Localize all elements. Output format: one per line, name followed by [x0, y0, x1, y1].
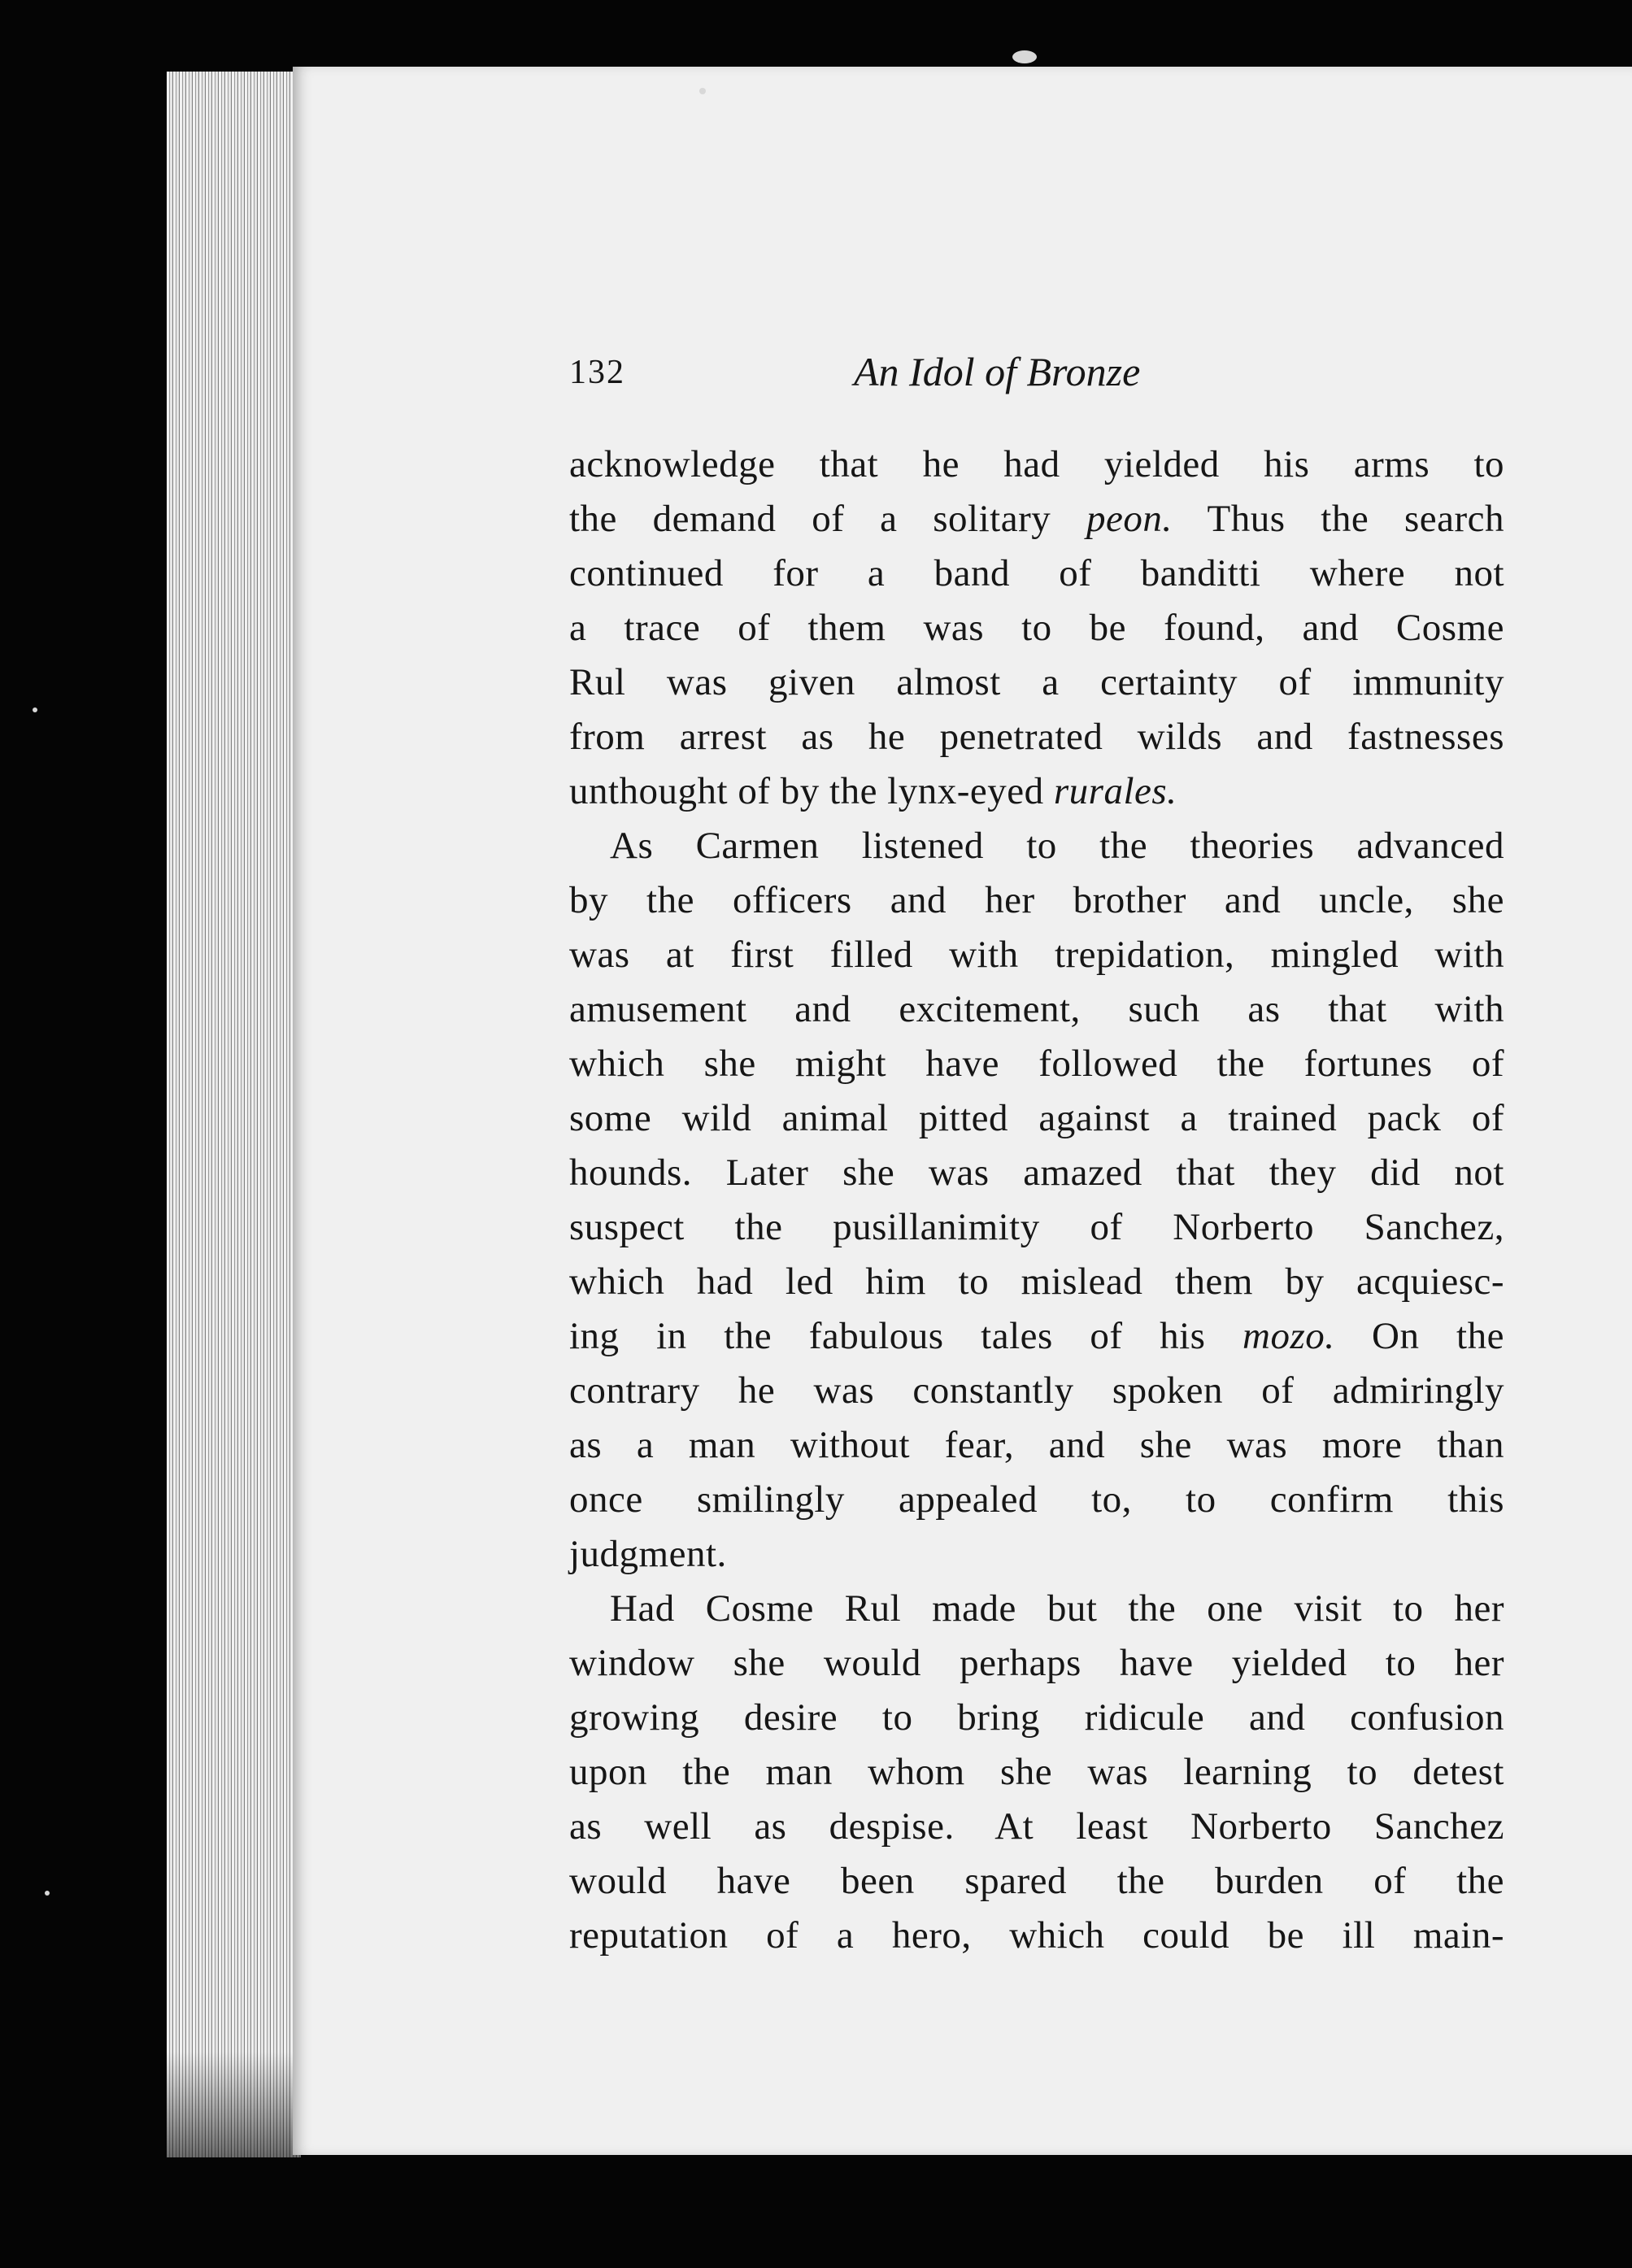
- text-line: the demand of a solitary peon. Thus the search: [569, 498, 1504, 540]
- text-line: by the officers and her brother and uncle, she: [569, 879, 1504, 921]
- text-line: acknowledge that he had yielded his arms to: [569, 443, 1504, 485]
- text-line: unthought of by the lynx-eyed rurales.: [569, 770, 1177, 812]
- text-line: As Carmen listened to the theories advanced: [610, 825, 1504, 867]
- body-text: [569, 437, 1504, 1963]
- page-edges: [167, 72, 301, 2157]
- text-line: some wild animal pitted against a trained pack of: [569, 1097, 1504, 1139]
- text-line: ing in the fabulous tales of his mozo. On the: [569, 1315, 1504, 1357]
- text-line: which had led him to mislead them by acquiesc-: [569, 1260, 1504, 1303]
- text-line: judgment.: [569, 1533, 727, 1575]
- running-title: An Idol of Bronze: [854, 349, 1141, 394]
- page-header: [569, 348, 1301, 405]
- scan-speck: [1012, 50, 1037, 63]
- text-line: from arrest as he penetrated wilds and fastnesses: [569, 716, 1504, 758]
- text-line: was at first filled with trepidation, mingled with: [569, 934, 1504, 976]
- text-line: upon the man whom she was learning to detest: [569, 1751, 1504, 1793]
- text-line: contrary he was constantly spoken of admiringly: [569, 1369, 1504, 1412]
- italic-word: peon.: [1086, 498, 1173, 540]
- scan-speck: [45, 1891, 50, 1896]
- text-line: would have been spared the burden of the: [569, 1860, 1504, 1902]
- text-line: amusement and excitement, such as that with: [569, 988, 1504, 1030]
- scan-speck: [33, 707, 37, 712]
- text-line: as a man without fear, and she was more than: [569, 1424, 1504, 1466]
- text-line: a trace of them was to be found, and Cosme: [569, 607, 1504, 649]
- text-line: growing desire to bring ridicule and confusion: [569, 1696, 1504, 1739]
- italic-word: mozo.: [1242, 1315, 1335, 1357]
- text-line: reputation of a hero, which could be ill main-: [569, 1914, 1504, 1957]
- text-line: Had Cosme Rul made but the one visit to her: [610, 1587, 1504, 1630]
- text-line: suspect the pusillanimity of Norberto Sanchez,: [569, 1206, 1504, 1248]
- scan-speck: [699, 88, 706, 94]
- page-number: 132: [569, 354, 625, 391]
- text-line: once smilingly appealed to, to confirm this: [569, 1478, 1504, 1521]
- text-line: as well as despise. At least Norberto Sanchez: [569, 1805, 1504, 1848]
- italic-word: rurales.: [1053, 770, 1177, 812]
- text-line: hounds. Later she was amazed that they did not: [569, 1151, 1504, 1194]
- text-line: continued for a band of banditti where not: [569, 552, 1504, 594]
- text-line: window she would perhaps have yielded to her: [569, 1642, 1504, 1684]
- text-line: Rul was given almost a certainty of immunity: [569, 661, 1504, 703]
- text-line: which she might have followed the fortunes of: [569, 1043, 1504, 1085]
